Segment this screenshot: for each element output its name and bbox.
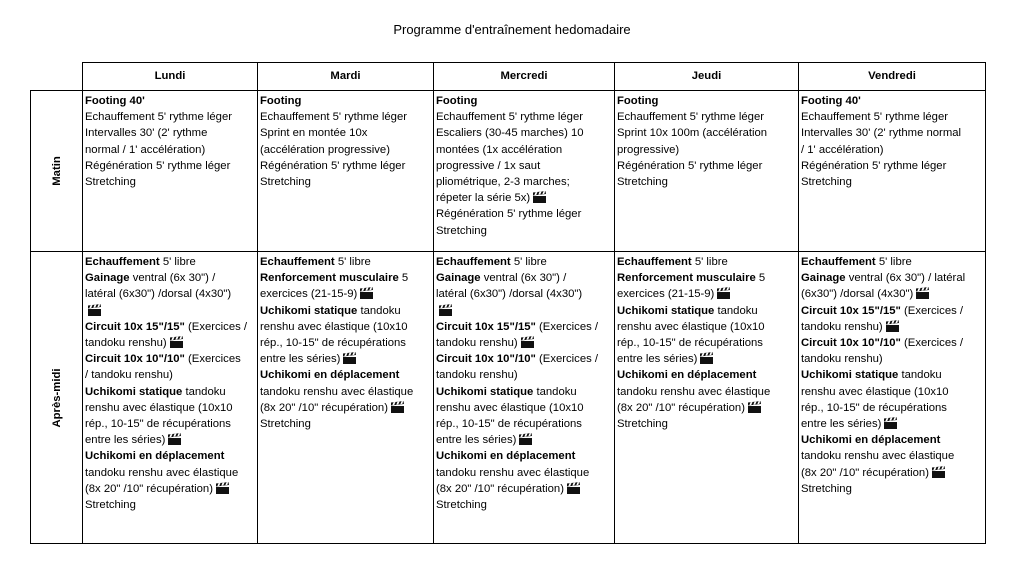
cell-line [260, 303, 431, 319]
exercise-detail: Echauffement 5' rythme léger [617, 111, 765, 124]
exercise-detail: normal / 1' accélération) [85, 143, 206, 156]
cell-line [85, 158, 255, 174]
exercise-detail: exercices (21-15-9) [260, 288, 358, 301]
exercise-detail: Intervalles 30' (2' rythme [85, 127, 208, 140]
exercise-title: Uchikomi statique [260, 304, 358, 317]
cell-line [260, 93, 431, 109]
video-clapperboard-icon[interactable] [342, 352, 357, 364]
exercise-title: Circuit 10x 15"/15" [801, 304, 901, 317]
cell-apres-midi-mardi [258, 252, 434, 544]
exercise-detail: rép., 10-15" de récupérations [617, 337, 763, 350]
exercise-detail: rép., 10-15" de récupérations [260, 337, 406, 350]
cell-line [436, 303, 612, 319]
exercise-detail: (8x 20" /10" récupération) [260, 401, 388, 414]
exercise-title: Footing [260, 95, 302, 107]
exercise-title: Uchikomi statique [436, 385, 534, 398]
exercise-detail: tandoku renshu) [85, 337, 167, 350]
exercise-detail: Régénération 5' rythme léger [617, 159, 763, 172]
video-clapperboard-icon[interactable] [885, 320, 900, 332]
cell-line [801, 384, 983, 400]
cell-line [260, 319, 431, 335]
cell-line [801, 93, 983, 109]
cell-line [260, 109, 431, 125]
video-clapperboard-icon[interactable] [747, 401, 762, 413]
cell-line [436, 400, 612, 416]
exercise-title: Circuit 10x 15"/15" [85, 320, 185, 333]
exercise-detail: Régénération 5' rythme léger [801, 159, 947, 172]
cell-line [617, 351, 796, 367]
cell-line [85, 432, 255, 448]
cell-line [85, 335, 255, 351]
cell-line [260, 158, 431, 174]
exercise-title: Uchikomi statique [85, 385, 183, 398]
exercise-title: Echauffement [617, 256, 692, 268]
video-clapperboard-icon[interactable] [915, 287, 930, 299]
exercise-detail: tandoku renshu) [436, 369, 518, 382]
exercise-detail: (Exercices / [535, 353, 599, 366]
cell-line [801, 465, 983, 481]
cell-line [801, 254, 983, 270]
cell-line [617, 335, 796, 351]
video-clapperboard-icon[interactable] [438, 304, 453, 316]
cell-line [260, 254, 431, 270]
cell-line [436, 367, 612, 383]
cell-line [85, 465, 255, 481]
exercise-title: Uchikomi en déplacement [617, 369, 757, 382]
cell-line [436, 158, 612, 174]
cell-line [801, 125, 983, 141]
exercise-detail: Régénération 5' rythme léger [436, 208, 582, 221]
cell-line [85, 142, 255, 158]
cell-line [85, 270, 255, 286]
exercise-detail: 5 [755, 272, 766, 285]
cell-line [617, 109, 796, 125]
exercise-detail: rép., 10-15" de récupérations [436, 418, 582, 431]
exercise-title: Footing 40' [85, 95, 145, 107]
cell-line [617, 319, 796, 335]
exercise-detail: tandoku renshu) [801, 320, 883, 333]
cell-line [801, 286, 983, 302]
exercise-detail: Stretching [436, 499, 487, 512]
cell-line [617, 174, 796, 190]
exercise-title: Footing 40' [801, 95, 861, 107]
cell-line [436, 223, 612, 239]
exercise-detail: ventral (6x 30") / [480, 272, 567, 285]
cell-line [436, 384, 612, 400]
exercise-detail: tandoku renshu) [436, 337, 518, 350]
exercise-detail: progressive) [617, 143, 680, 156]
cell-line [436, 270, 612, 286]
exercise-title: Renforcement musculaire [617, 272, 756, 285]
exercise-detail: Stretching [801, 176, 852, 189]
cell-line [801, 174, 983, 190]
exercise-title: Echauffement [436, 256, 511, 268]
exercise-title: Uchikomi statique [617, 304, 715, 317]
cell-line [85, 416, 255, 432]
exercise-title: Circuit 10x 10"/10" [801, 337, 901, 350]
exercise-detail: Sprint 10x 100m (accélération [617, 127, 768, 140]
cell-line [801, 400, 983, 416]
cell-line [260, 286, 431, 302]
video-clapperboard-icon[interactable] [169, 336, 184, 348]
exercise-detail: tandoku renshu avec élastique [436, 466, 590, 479]
exercise-title: Circuit 10x 15"/15" [436, 320, 536, 333]
cell-line [617, 158, 796, 174]
cell-line [85, 497, 255, 513]
exercise-detail: Stretching [260, 418, 311, 431]
cell-matin-vendredi [799, 91, 986, 252]
cell-matin-lundi [83, 91, 258, 252]
cell-line [85, 481, 255, 497]
exercise-detail: Régénération 5' rythme léger [260, 159, 406, 172]
exercise-detail: tandoku renshu avec élastique [85, 466, 239, 479]
cell-line [85, 448, 255, 464]
cell-line [85, 174, 255, 190]
cell-line [436, 416, 612, 432]
exercise-detail: tandoku renshu avec élastique [801, 450, 955, 463]
cell-line [85, 303, 255, 319]
cell-line [85, 286, 255, 302]
exercise-detail: Stretching [801, 482, 852, 495]
cell-line [801, 109, 983, 125]
video-clapperboard-icon[interactable] [883, 417, 898, 429]
exercise-detail: (Exercices / [900, 337, 964, 350]
cell-line [436, 335, 612, 351]
exercise-detail: Echauffement 5' rythme léger [436, 111, 584, 124]
exercise-detail: entre les séries) [85, 434, 166, 447]
cell-line [436, 319, 612, 335]
cell-line [801, 335, 983, 351]
exercise-title: Echauffement [260, 256, 335, 268]
exercise-title: Gainage [801, 272, 846, 285]
exercise-detail: Stretching [617, 418, 668, 431]
exercise-detail: entre les séries) [617, 353, 698, 366]
cell-line [436, 448, 612, 464]
exercise-title: Circuit 10x 10"/10" [436, 353, 536, 366]
exercise-title: Circuit 10x 10"/10" [85, 353, 185, 366]
cell-line [85, 351, 255, 367]
exercise-title: Uchikomi statique [801, 369, 899, 382]
cell-line [260, 142, 431, 158]
exercise-detail: pliométrique, 2-3 marches; [436, 176, 570, 189]
exercise-detail: latéral (6x30") /dorsal (4x30") [85, 288, 232, 301]
day-header-lundi: Lundi [83, 63, 258, 91]
exercise-detail: 5' libre [159, 256, 196, 268]
exercise-detail: (8x 20" /10" récupération) [801, 466, 929, 479]
cell-line [436, 481, 612, 497]
exercise-title: Uchikomi en déplacement [801, 434, 941, 447]
cell-line [85, 384, 255, 400]
exercise-detail: ventral (6x 30") / latéral [845, 272, 966, 285]
cell-line [617, 142, 796, 158]
exercise-detail: tandoku renshu) [801, 353, 883, 366]
exercise-detail: Echauffement 5' rythme léger [260, 111, 408, 124]
exercise-detail: (Exercices / [535, 320, 599, 333]
cell-line [617, 286, 796, 302]
exercise-detail: exercices (21-15-9) [617, 288, 715, 301]
cell-line [85, 93, 255, 109]
cell-line [436, 109, 612, 125]
video-clapperboard-icon[interactable] [699, 352, 714, 364]
cell-line [801, 448, 983, 464]
cell-line [260, 174, 431, 190]
cell-line [617, 270, 796, 286]
cell-line [801, 351, 983, 367]
exercise-detail: tandoku [182, 385, 226, 398]
cell-line [436, 93, 612, 109]
cell-line [436, 142, 612, 158]
cell-line [801, 158, 983, 174]
cell-line [617, 303, 796, 319]
exercise-detail: Stretching [85, 499, 136, 512]
exercise-detail: renshu avec élastique (10x10 [260, 320, 408, 333]
exercise-detail: Intervalles 30' (2' rythme normal [801, 127, 962, 140]
cell-matin-mardi [258, 91, 434, 252]
cell-line [436, 432, 612, 448]
exercise-detail: 5' libre [875, 256, 912, 268]
cell-line [801, 319, 983, 335]
exercise-detail: / tandoku renshu) [85, 369, 173, 382]
exercise-detail: rép., 10-15" de récupérations [801, 401, 947, 414]
cell-line [85, 319, 255, 335]
video-clapperboard-icon[interactable] [167, 433, 182, 445]
cell-line [801, 432, 983, 448]
cell-line [801, 303, 983, 319]
cell-line [260, 125, 431, 141]
exercise-detail: montées (1x accélération [436, 143, 563, 156]
cell-line [85, 125, 255, 141]
exercise-detail: progressive / 1x saut [436, 159, 541, 172]
exercise-title: Footing [436, 95, 478, 107]
exercise-detail: (Exercices [184, 353, 241, 366]
exercise-detail: entre les séries) [801, 418, 882, 431]
cell-line [436, 254, 612, 270]
row-label-matin: Matin [50, 156, 63, 186]
cell-line [85, 109, 255, 125]
cell-matin-mercredi [434, 91, 615, 252]
cell-line [617, 254, 796, 270]
video-clapperboard-icon[interactable] [87, 304, 102, 316]
exercise-detail: tandoku [357, 304, 401, 317]
exercise-detail: (8x 20" /10" récupération) [436, 482, 564, 495]
day-header-mercredi: Mercredi [434, 63, 615, 91]
exercise-title: Renforcement musculaire [260, 272, 399, 285]
cell-line [260, 270, 431, 286]
video-clapperboard-icon[interactable] [931, 466, 946, 478]
exercise-detail: Stretching [260, 176, 311, 189]
exercise-detail: Echauffement 5' rythme léger [801, 111, 949, 124]
exercise-title: Footing [617, 95, 659, 107]
row-header-apres-midi [31, 252, 83, 544]
row-header-matin [31, 91, 83, 252]
cell-line [801, 416, 983, 432]
cell-apres-midi-vendredi [799, 252, 986, 544]
cell-line [436, 206, 612, 222]
exercise-detail: tandoku [533, 385, 577, 398]
exercise-detail: Régénération 5' rythme léger [85, 159, 231, 172]
cell-line [801, 481, 983, 497]
cell-line [617, 400, 796, 416]
corner-cell [31, 63, 83, 91]
exercise-detail: renshu avec élastique (10x10 [801, 385, 949, 398]
cell-line [617, 125, 796, 141]
exercise-detail: / 1' accélération) [801, 143, 884, 156]
cell-apres-midi-mercredi [434, 252, 615, 544]
exercise-detail: 5' libre [691, 256, 728, 268]
cell-line [436, 190, 612, 206]
cell-line [436, 286, 612, 302]
video-clapperboard-icon[interactable] [532, 191, 547, 203]
cell-line [801, 367, 983, 383]
exercise-detail: (accélération progressive) [260, 143, 390, 156]
day-header-jeudi: Jeudi [615, 63, 799, 91]
exercise-detail: 5 [398, 272, 409, 285]
cell-line [801, 142, 983, 158]
exercise-detail: (8x 20" /10" récupération) [617, 401, 745, 414]
exercise-title: Echauffement [801, 256, 876, 268]
video-clapperboard-icon[interactable] [566, 482, 581, 494]
exercise-title: Gainage [436, 272, 481, 285]
video-clapperboard-icon[interactable] [518, 433, 533, 445]
exercise-detail: ventral (6x 30") / [129, 272, 216, 285]
cell-line [260, 400, 431, 416]
cell-line [260, 335, 431, 351]
exercise-detail: tandoku renshu avec élastique [260, 385, 414, 398]
exercise-title: Uchikomi en déplacement [436, 450, 576, 463]
exercise-title: Gainage [85, 272, 130, 285]
cell-line [436, 497, 612, 513]
exercise-detail: renshu avec élastique (10x10 [617, 320, 765, 333]
exercise-detail: entre les séries) [260, 353, 341, 366]
video-clapperboard-icon[interactable] [520, 336, 535, 348]
day-header-vendredi: Vendredi [799, 63, 986, 91]
exercise-detail: Stretching [617, 176, 668, 189]
exercise-detail: (8x 20" /10" récupération) [85, 482, 213, 495]
cell-line [801, 270, 983, 286]
cell-line [85, 367, 255, 383]
cell-apres-midi-lundi [83, 252, 258, 544]
video-clapperboard-icon[interactable] [215, 482, 230, 494]
exercise-detail: 5' libre [510, 256, 547, 268]
video-clapperboard-icon[interactable] [359, 287, 374, 299]
exercise-title: Echauffement [85, 256, 160, 268]
document-title: Programme d'entraînement hedomadaire [393, 22, 631, 37]
cell-line [436, 125, 612, 141]
exercise-detail: (6x30") /dorsal (4x30") [801, 288, 914, 301]
header-row [31, 63, 986, 91]
cell-line [260, 367, 431, 383]
exercise-detail: Stretching [85, 176, 136, 189]
exercise-detail: tandoku [898, 369, 942, 382]
cell-line [85, 400, 255, 416]
row-apres-midi [31, 252, 986, 544]
cell-line [260, 416, 431, 432]
video-clapperboard-icon[interactable] [390, 401, 405, 413]
cell-line [436, 465, 612, 481]
row-matin [31, 91, 986, 252]
day-header-mardi: Mardi [258, 63, 434, 91]
cell-line [436, 351, 612, 367]
exercise-detail: 5' libre [334, 256, 371, 268]
exercise-detail: latéral (6x30") /dorsal (4x30") [436, 288, 583, 301]
cell-apres-midi-jeudi [615, 252, 799, 544]
exercise-detail: Escaliers (30-45 marches) 10 [436, 127, 584, 140]
cell-line [85, 254, 255, 270]
exercise-detail: Sprint en montée 10x [260, 127, 368, 140]
exercise-detail: Stretching [436, 224, 487, 237]
cell-line [436, 174, 612, 190]
exercise-detail: (Exercices / [184, 320, 248, 333]
cell-line [260, 384, 431, 400]
exercise-detail: (Exercices / [900, 304, 964, 317]
exercise-title: Uchikomi en déplacement [260, 369, 400, 382]
exercise-detail: rép., 10-15" de récupérations [85, 418, 231, 431]
exercise-detail: tandoku [714, 304, 758, 317]
cell-matin-jeudi [615, 91, 799, 252]
cell-line [617, 367, 796, 383]
cell-line [617, 416, 796, 432]
cell-line [617, 93, 796, 109]
exercise-detail: tandoku renshu avec élastique [617, 385, 771, 398]
exercise-detail: entre les séries) [436, 434, 517, 447]
exercise-detail: renshu avec élastique (10x10 [436, 401, 584, 414]
cell-line [617, 384, 796, 400]
exercise-detail: Echauffement 5' rythme léger [85, 111, 233, 124]
exercise-detail: répeter la série 5x) [436, 192, 531, 205]
cell-line [260, 351, 431, 367]
weekly-schedule-table [30, 62, 986, 544]
video-clapperboard-icon[interactable] [716, 287, 731, 299]
row-label-apres-midi: Après-midi [50, 367, 63, 428]
exercise-title: Uchikomi en déplacement [85, 450, 225, 463]
exercise-detail: renshu avec élastique (10x10 [85, 401, 233, 414]
